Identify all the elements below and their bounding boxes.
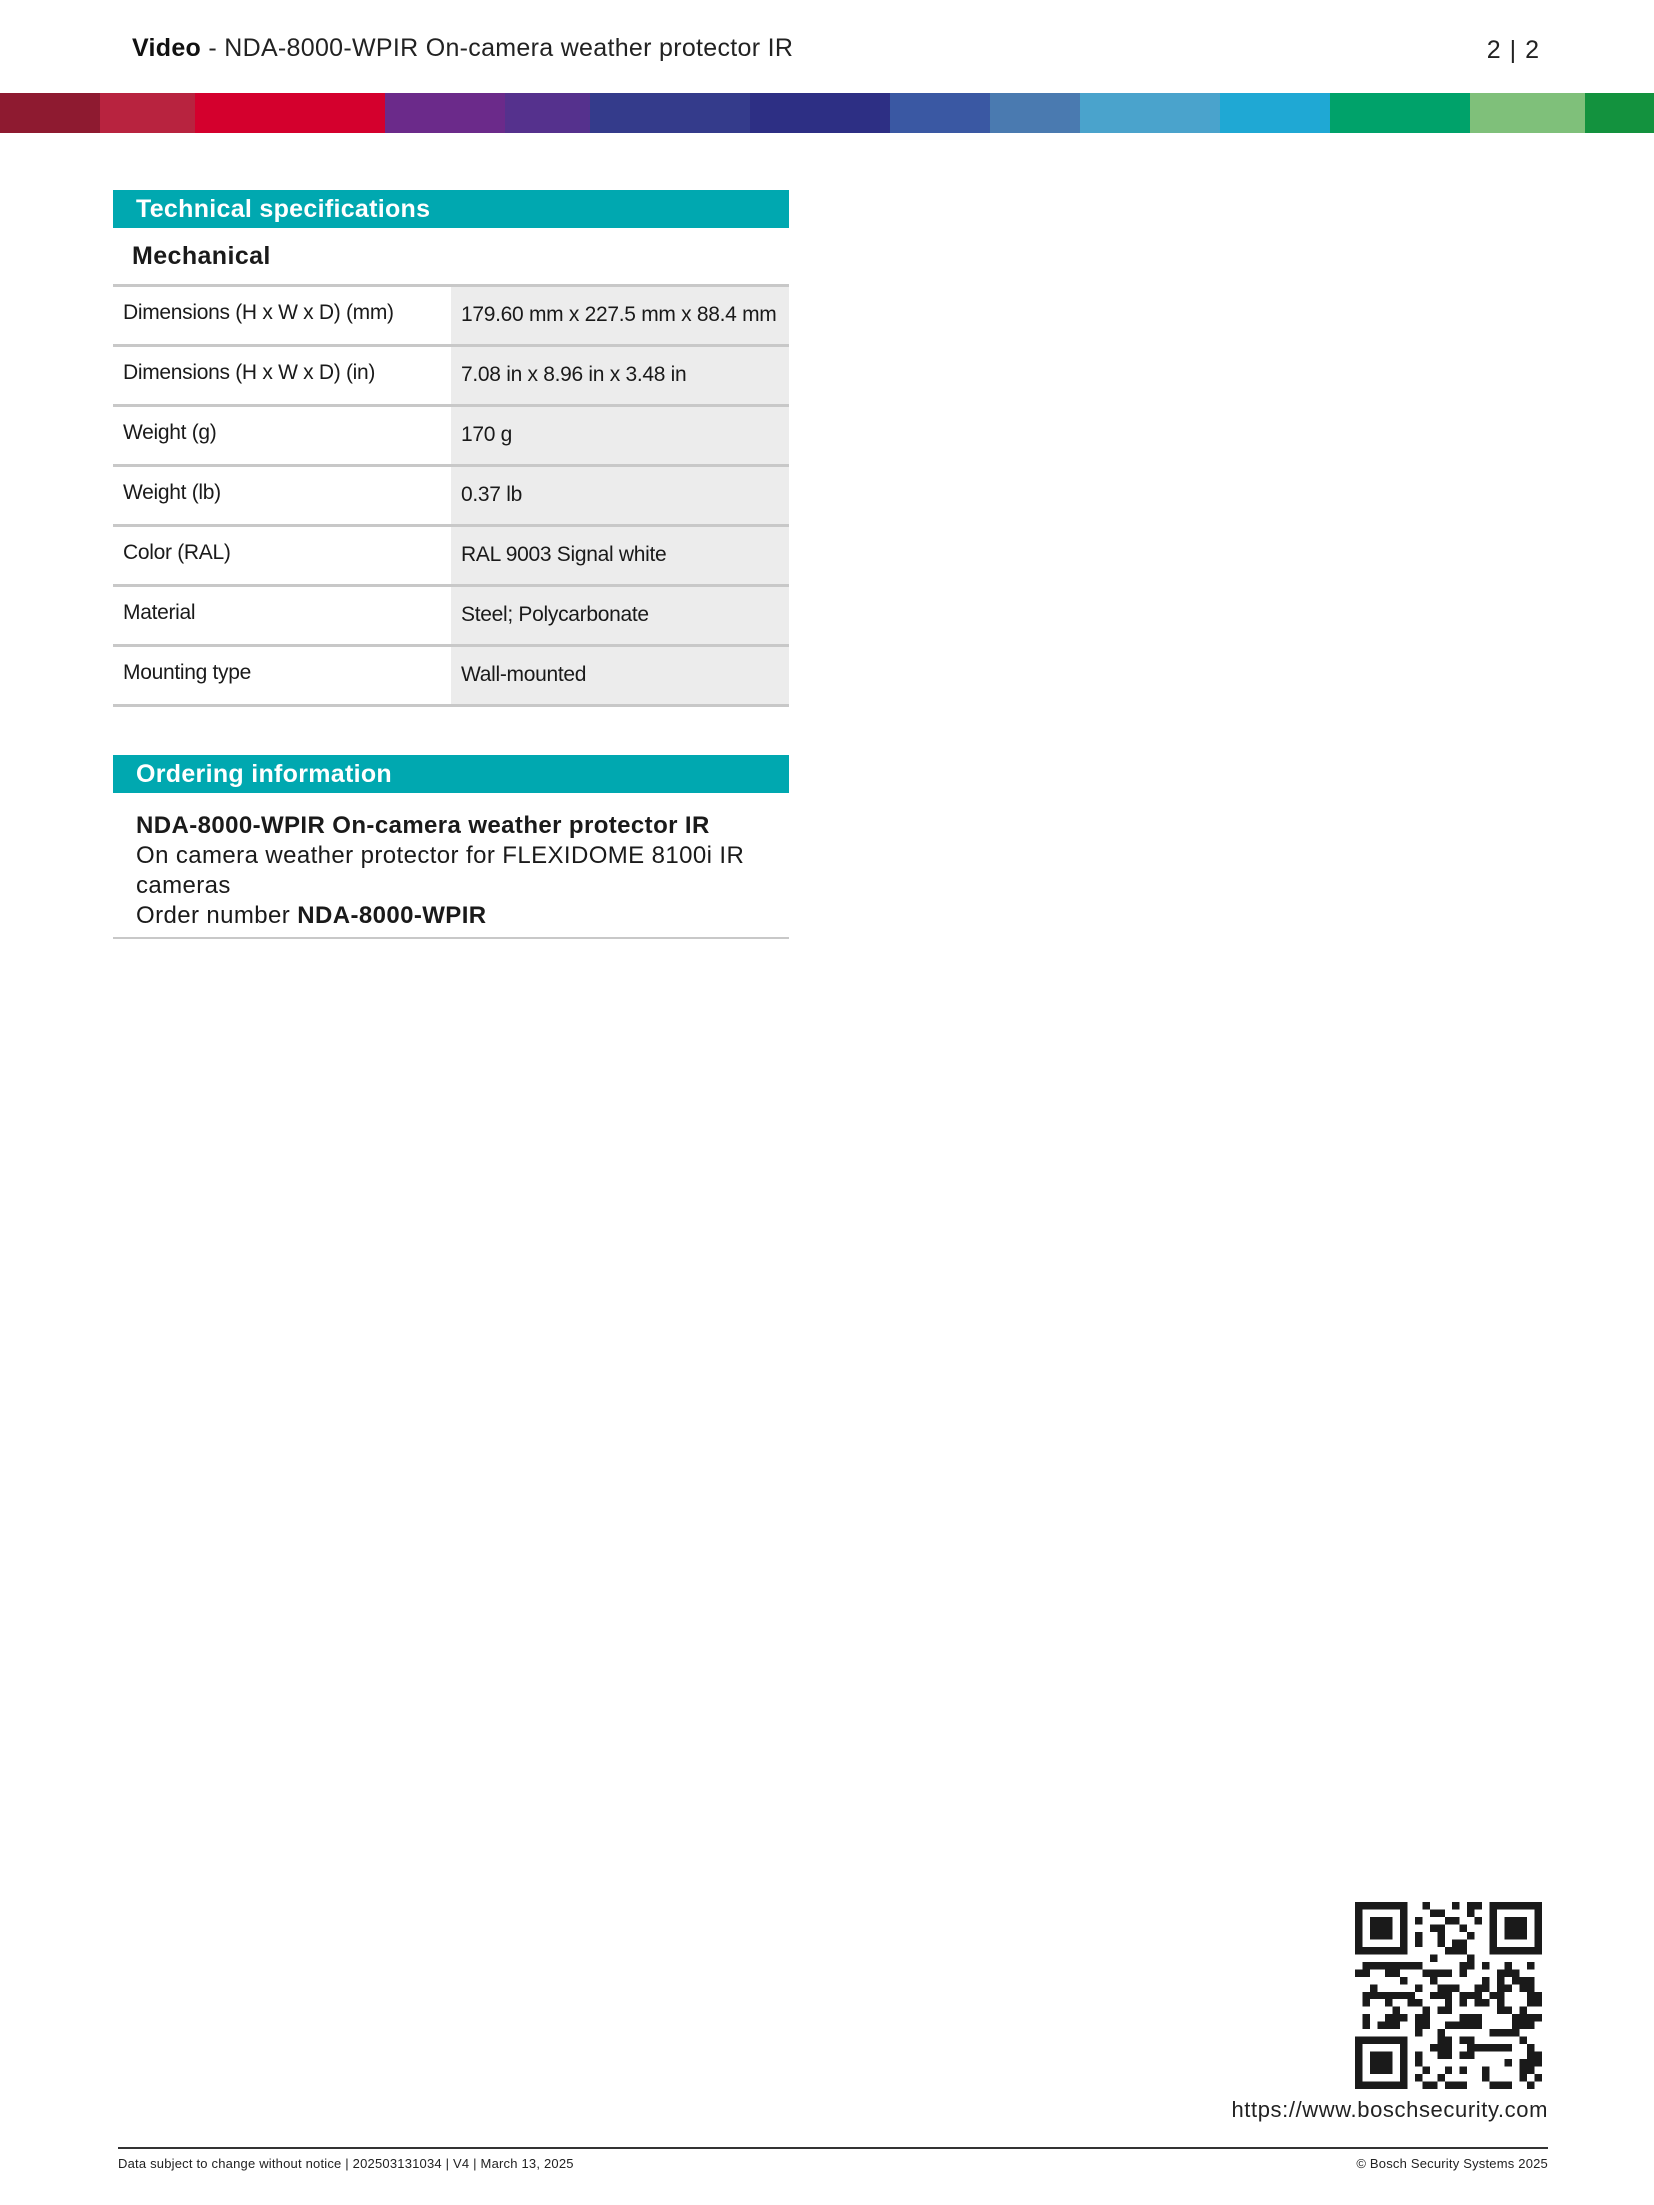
color-band-segment: [1330, 93, 1470, 133]
spec-value: RAL 9003 Signal white: [451, 526, 789, 586]
order-description: On camera weather protector for FLEXIDOME 8100i IR cameras: [136, 842, 745, 899]
color-band-segment: [100, 93, 195, 133]
color-band-segment: [1080, 93, 1220, 133]
spec-value: 179.60 mm x 227.5 mm x 88.4 mm: [451, 286, 789, 346]
spec-row: [113, 286, 789, 346]
color-band-segment: [890, 93, 990, 133]
color-band-segment: [385, 93, 505, 133]
section-heading: Technical specifications: [113, 190, 789, 228]
specs-table: [113, 284, 789, 707]
website-link[interactable]: https://www.boschsecurity.com: [1231, 2097, 1548, 2122]
header-title: NDA-8000-WPIR On-camera weather protector IR: [224, 34, 794, 62]
order-number-value: NDA-8000-WPIR: [297, 902, 487, 929]
color-band-segment: [1585, 93, 1654, 133]
spec-value: 7.08 in x 8.96 in x 3.48 in: [451, 346, 789, 406]
footer-notice: Data subject to change without notice | 202503131034 | V4 | March 13, 2025: [118, 2156, 574, 2171]
spec-label: Weight (g): [113, 406, 451, 466]
qr-code-icon: [1355, 1902, 1542, 2089]
spec-label: Material: [113, 586, 451, 646]
spec-row: [113, 406, 789, 466]
footer-copyright: © Bosch Security Systems 2025: [1356, 2156, 1548, 2171]
spec-value: 0.37 lb: [451, 466, 789, 526]
color-band-segment: [1220, 93, 1330, 133]
footer-divider: [118, 2147, 1548, 2149]
spec-row: [113, 646, 789, 706]
color-band-segment: [505, 93, 590, 133]
header-category: Video: [132, 34, 202, 62]
spec-label: Dimensions (H x W x D) (mm): [113, 286, 451, 346]
order-item: [113, 793, 789, 939]
page-number: 2 | 2: [1486, 36, 1540, 64]
header-separator: -: [201, 34, 225, 62]
spec-row: [113, 586, 789, 646]
order-product-name: NDA-8000-WPIR On-camera weather protector IR: [136, 812, 710, 839]
brand-color-band: [0, 93, 1654, 133]
spec-row: [113, 346, 789, 406]
spec-value: 170 g: [451, 406, 789, 466]
spec-label: Dimensions (H x W x D) (in): [113, 346, 451, 406]
order-number-line: [136, 901, 789, 931]
spec-label: Weight (lb): [113, 466, 451, 526]
color-band-segment: [1470, 93, 1585, 133]
spec-label: Mounting type: [113, 646, 451, 706]
ordering-information-section: [113, 755, 789, 939]
color-band-segment: [195, 93, 385, 133]
spec-row: [113, 526, 789, 586]
section-heading: Ordering information: [113, 755, 789, 793]
technical-specifications-section: [113, 190, 789, 707]
spec-row: [113, 466, 789, 526]
spec-value: Wall-mounted: [451, 646, 789, 706]
document-header: [132, 34, 793, 63]
color-band-segment: [590, 93, 750, 133]
spec-value: Steel; Polycarbonate: [451, 586, 789, 646]
color-band-segment: [990, 93, 1080, 133]
color-band-segment: [750, 93, 890, 133]
color-band-segment: [0, 93, 100, 133]
order-number-label: Order number: [136, 902, 298, 929]
spec-label: Color (RAL): [113, 526, 451, 586]
subsection-heading: Mechanical: [132, 242, 271, 270]
